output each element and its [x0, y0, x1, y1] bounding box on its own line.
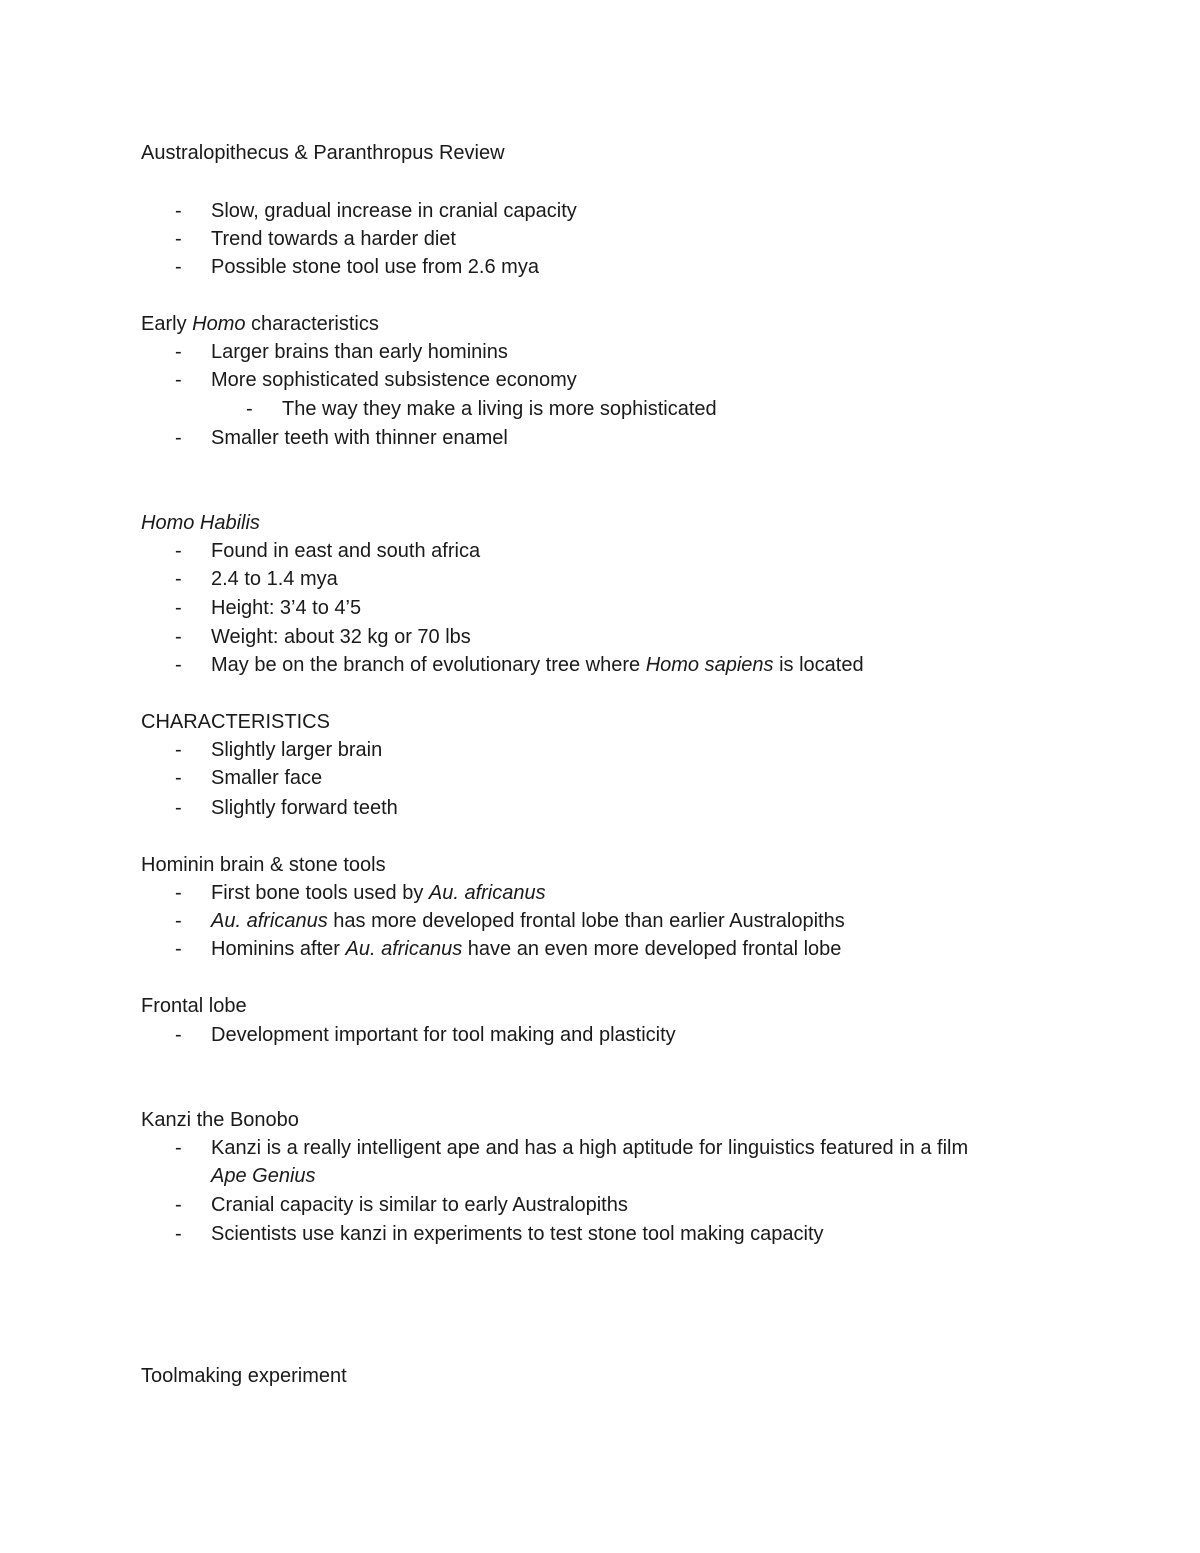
list-item-text: 2.4 to 1.4 mya — [211, 568, 338, 590]
heading-part: Early — [141, 313, 193, 335]
bullet-dash: - — [175, 882, 182, 904]
heading-homo-habilis — [141, 509, 260, 537]
bullet-dash: - — [175, 910, 182, 932]
list-item-text — [211, 935, 841, 963]
list-item-text: Slightly forward teeth — [211, 797, 398, 819]
bullet-dash: - — [175, 1024, 182, 1046]
heading-kanzi: Kanzi the Bonobo — [141, 1109, 299, 1131]
heading-early-homo — [141, 310, 379, 338]
bullet-dash: - — [175, 626, 182, 648]
bullet-dash: - — [175, 1223, 182, 1245]
text-part: is located — [773, 654, 864, 676]
list-item-text: Trend towards a harder diet — [211, 228, 456, 250]
list-item-text — [211, 879, 546, 907]
text-italic-part: Au. africanus — [345, 938, 463, 960]
list-item-text: Smaller face — [211, 767, 323, 789]
list-item-text: Height: 3’4 to 4’5 — [211, 597, 362, 619]
bullet-dash: - — [175, 568, 182, 590]
text-italic-part: Homo sapiens — [645, 654, 774, 676]
list-item-text: Cranial capacity is similar to early Australopiths — [211, 1194, 628, 1216]
heading-italic-part: Homo — [192, 313, 246, 335]
text-part: First bone tools used by — [211, 882, 429, 904]
heading-toolmaking: Toolmaking experiment — [141, 1365, 347, 1387]
heading-part: characteristics — [245, 313, 379, 335]
bullet-dash: - — [175, 228, 182, 250]
list-item-text — [211, 651, 864, 679]
list-item-text — [211, 907, 845, 935]
bullet-dash: - — [175, 540, 182, 562]
text-part: has more developed frontal lobe than earlier Australopiths — [327, 910, 845, 932]
list-item-text: More sophisticated subsistence economy — [211, 369, 577, 391]
text-part: have an even more developed frontal lobe — [462, 938, 842, 960]
film-title: Ape Genius — [211, 1165, 316, 1187]
heading-frontal-lobe: Frontal lobe — [141, 995, 247, 1017]
bullet-dash: - — [175, 739, 182, 761]
heading-brain-tools: Hominin brain & stone tools — [141, 854, 386, 876]
list-item-text: Slightly larger brain — [211, 739, 383, 761]
bullet-dash: - — [175, 427, 182, 449]
list-item-text: The way they make a living is more sophisticated — [282, 398, 717, 420]
text-part: May be on the branch of evolutionary tree where — [211, 654, 646, 676]
bullet-dash: - — [175, 654, 182, 676]
bullet-dash: - — [175, 938, 182, 960]
bullet-dash: - — [175, 341, 182, 363]
list-item-text: Kanzi is a really intelligent ape and has a high aptitude for linguistics featured in a film — [211, 1137, 969, 1159]
heading-review: Australopithecus & Paranthropus Review — [141, 142, 505, 164]
text-italic-part: Au. africanus — [428, 882, 546, 904]
bullet-dash: - — [175, 797, 182, 819]
bullet-dash: - — [175, 200, 182, 222]
list-item-text: Slow, gradual increase in cranial capacity — [211, 200, 577, 222]
list-item-text: Development important for tool making and plasticity — [211, 1024, 676, 1046]
list-item-text: Scientists use kanzi in experiments to test stone tool making capacity — [211, 1223, 824, 1245]
list-item-text: Larger brains than early hominins — [211, 341, 508, 363]
bullet-dash: - — [175, 369, 182, 391]
heading-italic-part: Homo Habilis — [141, 512, 260, 534]
list-item-text: Possible stone tool use from 2.6 mya — [211, 256, 539, 278]
heading-characteristics: CHARACTERISTICS — [141, 711, 330, 733]
list-item-text: Smaller teeth with thinner enamel — [211, 427, 508, 449]
bullet-dash: - — [246, 398, 253, 420]
list-item-text: Found in east and south africa — [211, 540, 481, 562]
list-item-text: Weight: about 32 kg or 70 lbs — [211, 626, 471, 648]
bullet-dash: - — [175, 256, 182, 278]
bullet-dash: - — [175, 597, 182, 619]
list-item-continuation — [211, 1162, 316, 1190]
bullet-dash: - — [175, 767, 182, 789]
bullet-dash: - — [175, 1137, 182, 1159]
text-italic-part: Au. africanus — [211, 910, 328, 932]
text-part: Hominins after — [211, 938, 346, 960]
bullet-dash: - — [175, 1194, 182, 1216]
